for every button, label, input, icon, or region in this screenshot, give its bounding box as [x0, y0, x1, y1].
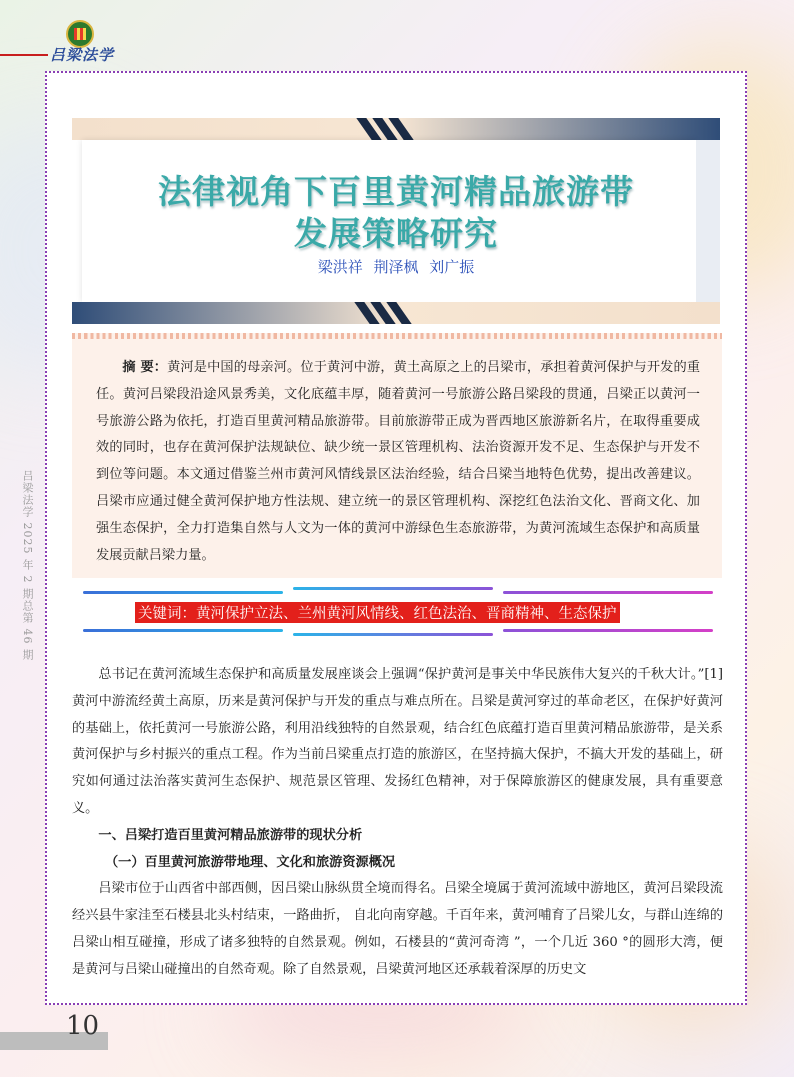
body-paragraph-2: 吕梁市位于山西省中部西侧，因吕梁山脉纵贯全境而得名。吕梁全境属于黄河流域中游地区，黄河吕梁段流经兴县牛家洼至石楼县北头村结束，一路曲折， 自北向南穿越。千百年来，黄河哺育了吕梁儿女，与群山连绵的吕梁山相互碰撞，形成了诸多独特的自然景观。例如，石楼县的“黄河奇湾 ”，一个几近 360 °的圆形大湾，便是黄河与吕梁山碰撞出的自然奇观。除了自然景观，吕梁黄河地区还承载着深厚的历史文 [72, 881, 723, 977]
article-title-line-2: 发展策略研究 [294, 214, 498, 253]
keywords-banner [83, 585, 713, 637]
body-paragraph-1: 总书记在黄河流域生态保护和高质量发展座谈会上强调“保护黄河是事关中华民族伟大复兴的千秋大计。”[1]黄河中游流经黄土高原，历来是黄河保护与开发的重点与难点所在。吕梁是黄河穿过的革命老区，在保护好黄河的基础上，依托黄河一号旅游公路，利用沿线独特的自然景观，结合红色底蕴打造百里黄河精品旅游带，是关系黄河保护与乡村振兴的重点工程。作为当前吕梁重点打造的旅游区，在坚持搞大保护，不搞大开发的基础上，研究如何通过法治落实黄河生态保护、规范景区管理、发扬红色精神，对于保障旅游区的健康发展，具有重要意义。 [72, 667, 723, 816]
article-title-line-1: 法律视角下百里黄河精品旅游带 [158, 172, 634, 211]
journal-brand: 吕梁法学 [50, 46, 115, 64]
abstract-paragraph [96, 355, 700, 569]
article-body [72, 662, 723, 984]
kw-top-line-mid [293, 587, 493, 590]
kw-top-line-left [83, 591, 283, 594]
kw-bottom-line-right [503, 629, 713, 632]
kw-bottom-line-mid [293, 633, 493, 636]
section-heading-1: 一、吕梁打造百里黄河精品旅游带的现状分析 [98, 827, 363, 843]
kw-bottom-line-left [83, 629, 283, 632]
title-top-band [72, 118, 720, 140]
keywords-text: 关键词：黄河保护立法、兰州黄河风情线、红色法治、晋商精神、生态保护 [135, 602, 620, 623]
subsection-heading-1: （一）百里黄河旅游带地理、文化和旅游资源概况 [105, 854, 396, 870]
abstract-box [72, 333, 722, 578]
kw-top-line-right [503, 591, 713, 594]
title-box [72, 118, 720, 324]
side-journal-info: 吕梁法学 2025 年 2 期总第 46 期 [21, 470, 34, 661]
title-bottom-band [72, 302, 720, 324]
abstract-text: 黄河是中国的母亲河。位于黄河中游，黄土高原之上的吕梁市，承担着黄河保护与开发的重任。黄河吕梁段沿途风景秀美，文化底蕴丰厚，随着黄河一号旅游公路吕梁段的贯通，吕梁正以黄河一号旅游公路为依托，打造百里黄河精品旅游带。目前旅游带正成为晋西地区旅游新名片，在取得重要成效的同时，也存在黄河保护法规缺位、缺少统一景区管理机构、法治资源开发不足、生态保护与开发不到位等问题。本文通过借鉴兰州市黄河风情线景区法治经验，结合吕梁当地特色优势，提出改善建议。吕梁市应通过健全黄河保护地方性法规、建立统一的景区管理机构、深挖红色法治文化、晋商文化、加强生态保护，全力打造集自然与人文为一体的黄河中游绿色生态旅游带，为黄河流域生态保护和高质量发展贡献吕梁力量。 [96, 360, 701, 563]
header-red-line [0, 54, 48, 56]
page-number: 10 [66, 1011, 100, 1041]
article-authors: 梁洪祥 荆泽枫 刘广振 [317, 258, 475, 276]
abstract-label: 摘 要： [122, 360, 168, 375]
